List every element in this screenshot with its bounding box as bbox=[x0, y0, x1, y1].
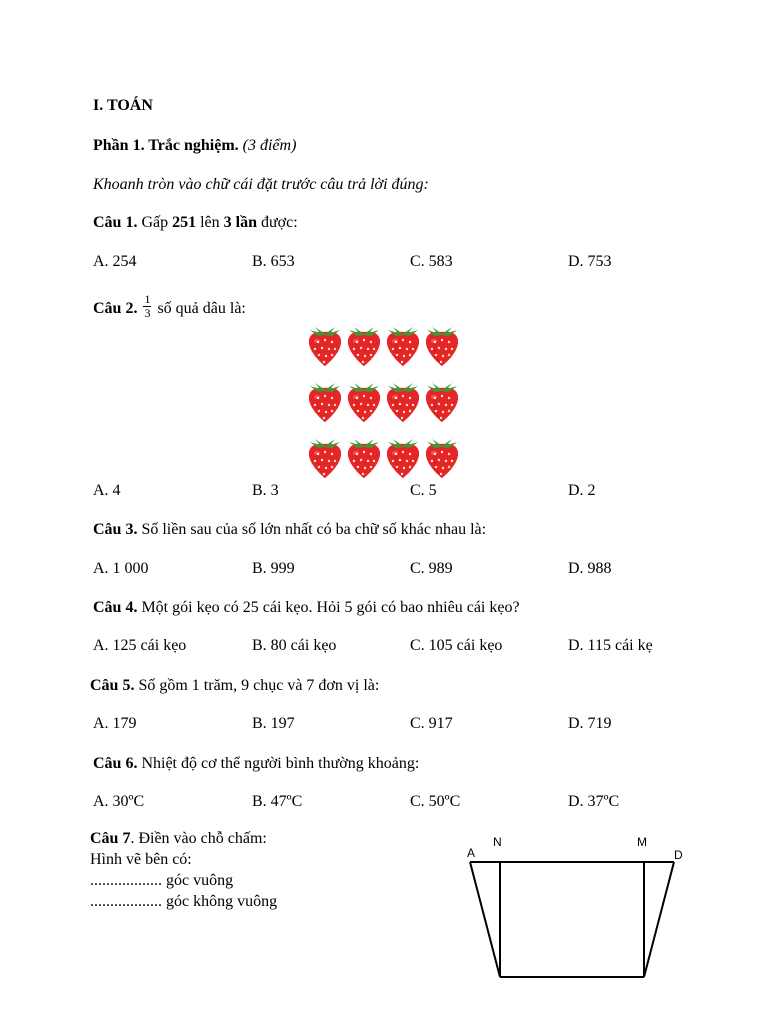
question-text: số quả dâu là: bbox=[157, 300, 246, 318]
option-b[interactable]: B. 999 bbox=[252, 560, 295, 577]
option-b[interactable]: B. 47ºC bbox=[252, 793, 303, 810]
question-1 bbox=[93, 213, 298, 233]
question-text: Số liền sau của số lớn nhất có ba chữ số khác nhau là: bbox=[141, 521, 487, 538]
option-d[interactable]: D. 753 bbox=[568, 253, 612, 270]
question-label: Câu 7 bbox=[90, 830, 131, 847]
question-label: Câu 2. bbox=[93, 300, 138, 318]
question-number: 251 bbox=[172, 214, 197, 231]
fraction bbox=[143, 293, 151, 320]
option-b[interactable]: B. 80 cái kẹo bbox=[252, 637, 337, 654]
strawberry-icon bbox=[345, 322, 383, 368]
figure-lines bbox=[470, 862, 674, 977]
option-c[interactable]: C. 50ºC bbox=[410, 793, 461, 810]
option-b[interactable]: B. 653 bbox=[252, 253, 295, 270]
answer-options-3 bbox=[93, 559, 733, 579]
question-text: . Điền vào chỗ chấm: bbox=[130, 830, 267, 847]
question-label: Câu 4. bbox=[93, 599, 138, 616]
question-5 bbox=[90, 676, 379, 696]
strawberry-icon bbox=[345, 434, 383, 480]
blank-right-angles[interactable]: .................. góc vuông bbox=[90, 872, 234, 889]
strawberry-icon bbox=[423, 322, 461, 368]
question-text: Số gồm 1 trăm, 9 chục và 7 đơn vị là: bbox=[138, 677, 380, 694]
question-7-line-2: Hình vẽ bên có: bbox=[90, 851, 192, 868]
answer-options-6 bbox=[93, 792, 733, 812]
option-d[interactable]: D. 37ºC bbox=[568, 793, 620, 810]
question-7-heading bbox=[90, 828, 277, 849]
strawberry-icon bbox=[306, 322, 344, 368]
option-c[interactable]: C. 105 cái kẹo bbox=[410, 637, 503, 654]
trapezoid-figure bbox=[460, 830, 700, 990]
option-a[interactable]: A. 1 000 bbox=[93, 560, 149, 577]
strawberry-icon bbox=[306, 378, 344, 424]
option-a[interactable]: A. 254 bbox=[93, 253, 137, 270]
question-text: lên bbox=[200, 214, 220, 231]
option-a[interactable]: A. 4 bbox=[93, 482, 121, 499]
question-label: Câu 6. bbox=[93, 755, 138, 772]
option-d[interactable]: D. 719 bbox=[568, 715, 612, 732]
answer-options-2 bbox=[93, 481, 733, 501]
strawberry-icon bbox=[423, 434, 461, 480]
label-d: D bbox=[674, 848, 683, 862]
question-text: được: bbox=[261, 214, 298, 231]
part-heading bbox=[93, 136, 296, 156]
option-d[interactable]: D. 115 cái kẹ bbox=[568, 637, 653, 654]
question-label: Câu 3. bbox=[93, 521, 138, 538]
option-c[interactable]: C. 989 bbox=[410, 560, 453, 577]
option-d[interactable]: D. 2 bbox=[568, 482, 596, 499]
strawberry-icon bbox=[423, 378, 461, 424]
strawberry-icon bbox=[345, 378, 383, 424]
option-c[interactable]: C. 5 bbox=[410, 482, 437, 499]
option-c[interactable]: C. 917 bbox=[410, 715, 453, 732]
strawberry-icon bbox=[384, 322, 422, 368]
label-n: N bbox=[493, 835, 502, 849]
option-b[interactable]: B. 197 bbox=[252, 715, 295, 732]
left-slant-edge bbox=[470, 862, 500, 977]
question-7 bbox=[90, 828, 277, 912]
question-3 bbox=[93, 520, 486, 540]
answer-options-5 bbox=[93, 714, 733, 734]
instruction: Khoanh tròn vào chữ cái đặt trước câu trả lời đúng: bbox=[93, 176, 429, 193]
answer-options-1 bbox=[93, 252, 733, 272]
strawberry-icon bbox=[306, 434, 344, 480]
label-a: A bbox=[467, 846, 476, 860]
option-a[interactable]: A. 179 bbox=[93, 715, 137, 732]
question-label: Câu 1. bbox=[93, 214, 138, 231]
answer-options-4 bbox=[93, 636, 733, 656]
part-title: Phần 1. Trắc nghiệm. bbox=[93, 137, 239, 154]
question-text: Nhiệt độ cơ thể người bình thường khoảng: bbox=[141, 755, 420, 772]
option-b[interactable]: B. 3 bbox=[252, 482, 279, 499]
question-2 bbox=[93, 292, 246, 323]
right-slant-edge bbox=[644, 862, 674, 977]
option-c[interactable]: C. 583 bbox=[410, 253, 453, 270]
question-label: Câu 5. bbox=[90, 677, 135, 694]
part-points: (3 điểm) bbox=[242, 137, 297, 154]
section-title: I. TOÁN bbox=[93, 97, 153, 114]
option-a[interactable]: A. 125 cái kẹo bbox=[93, 637, 187, 654]
question-text: Gấp bbox=[141, 214, 169, 231]
blank-non-right-angles[interactable]: .................. góc không vuông bbox=[90, 893, 278, 910]
question-times: 3 lần bbox=[223, 214, 257, 231]
strawberry-icon bbox=[384, 378, 422, 424]
label-m: M bbox=[637, 835, 647, 849]
option-d[interactable]: D. 988 bbox=[568, 560, 612, 577]
option-a[interactable]: A. 30ºC bbox=[93, 793, 145, 810]
strawberry-grid bbox=[306, 322, 466, 482]
question-6 bbox=[93, 754, 419, 774]
question-text: Một gói kẹo có 25 cái kẹo. Hỏi 5 gói có bao nhiêu cái kẹo? bbox=[141, 599, 520, 616]
strawberry-icon bbox=[384, 434, 422, 480]
fraction-denominator: 3 bbox=[144, 306, 151, 320]
fraction-numerator: 1 bbox=[144, 292, 151, 306]
question-4 bbox=[93, 598, 520, 618]
